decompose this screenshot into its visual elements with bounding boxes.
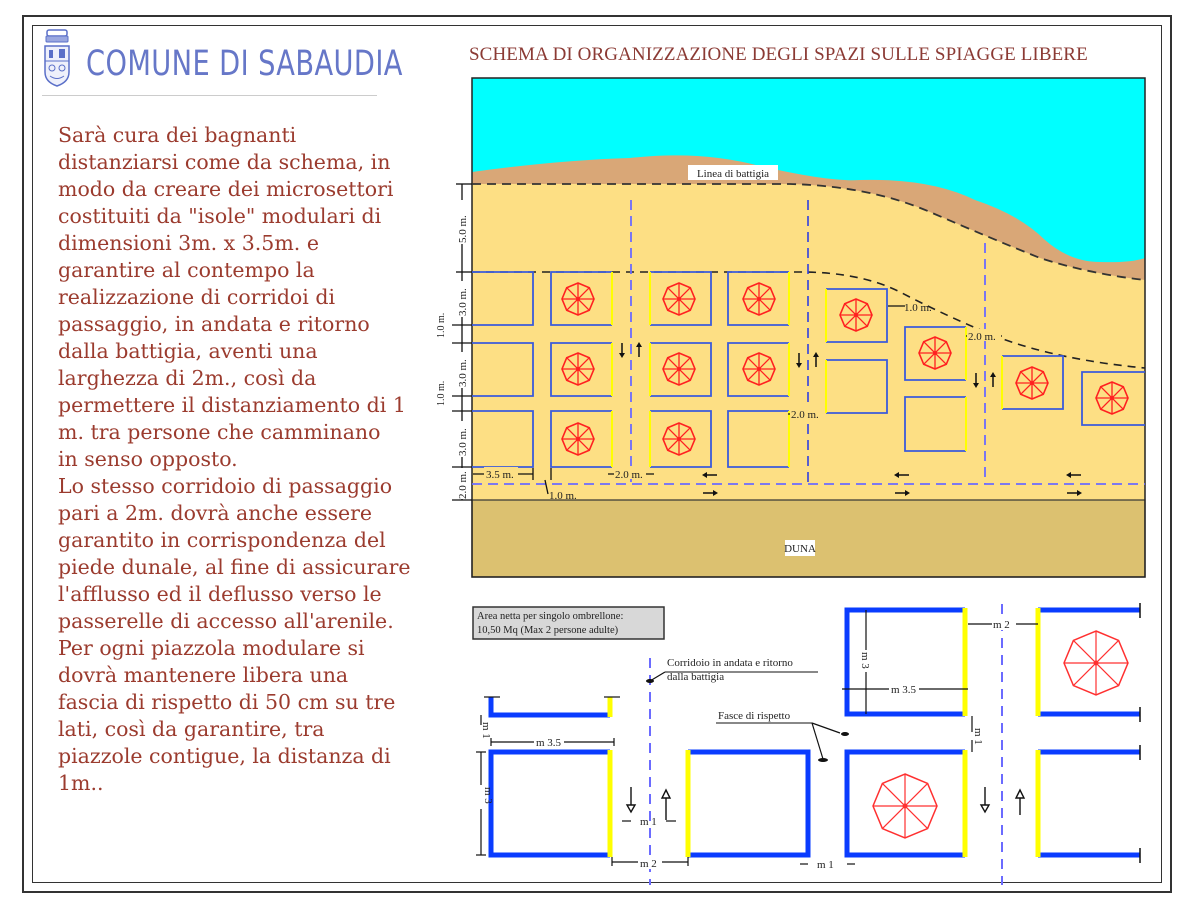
text-line: fascia di rispetto di 50 cm su tre [58,690,396,714]
text-line: costituiti da "isole" modulari di [58,204,382,228]
text-line: lati, così da garantire, tra [58,717,325,741]
text-line: passaggio, in andata e ritorno [58,312,370,336]
dim-corridor-bottom: m 2 [640,858,657,870]
dim-gap-bottom: m 1 [817,859,834,871]
text-line: pari a 2m. dovrà anche essere [58,501,373,525]
dim-gap-2: 1.0 m. [436,380,447,406]
text-line: in senso opposto. [58,447,238,471]
dim-gap-1: 1.0 m. [436,312,447,338]
dim-width-right: m 3.5 [891,684,917,696]
dim-gap-corridor: m 1 [640,816,657,828]
corridor-label-line1: Corridoio in andata e ritorno [667,657,793,669]
text-line: l'afflusso ed il deflusso verso le [58,582,382,606]
text-line: dovrà mantenere libera una [58,663,349,687]
dim-dune-corridor: 2.0 m. [457,471,469,499]
text-line: 1m.. [58,771,104,795]
umbrella-icon [873,774,937,838]
scheme-title: SCHEMA DI ORGANIZZAZIONE DEGLI SPAZI SULLE SPIAGGE LIBERE [469,44,1088,65]
dim-shore-gap: 5.0 m. [457,215,469,243]
text-line: garantito in corrispondenza del [58,528,386,552]
dim-row-3: 3.0 m. [457,428,469,456]
text-line: piazzole contigue, la distanza di [58,744,391,768]
dim-plot-width: 3.5 m. [486,469,514,481]
dim-row-1: 3.0 m. [457,288,469,316]
area-note-line1: Area netta per singolo ombrellone: [477,611,624,622]
dim-height-left: m 3 [482,787,494,804]
text-line: distanziarsi come da schema, in [58,150,391,174]
dim-width-left: m 3.5 [536,737,562,749]
text-line: m. tra persone che camminano [58,420,381,444]
logo-text: COMUNE DI SABAUDIA [86,44,403,84]
text-line: Lo stesso corridoio di passaggio [58,474,393,498]
text-line: dalla battigia, aventi una [58,339,318,363]
detail-dimension-labels [475,618,1016,871]
dim-gap-left: m 1 [480,722,492,739]
respect-label: Fasce di rispetto [718,710,791,722]
text-line: realizzazione di corridoi di [58,285,336,309]
text-line: Sarà cura dei bagnanti [58,123,297,147]
vertical-dimension-labels [436,200,469,499]
dim-plot-gap-right: 1.0 m. [904,302,932,314]
text-line: Per ogni piazzola modulare si [58,636,365,660]
shoreline-label: Linea di battigia [696,168,770,180]
area-note-line2: 10,50 Mq (Max 2 persone adulte) [477,625,619,636]
dim-corridor-top: m 2 [993,619,1010,631]
plan-view [436,78,1145,577]
text-line: dimensioni 3m. x 3.5m. e [58,231,319,255]
dim-height-right: m 3 [859,652,871,669]
dim-row-2: 3.0 m. [457,359,469,387]
detail-view [473,603,1140,885]
dune-area [472,500,1145,577]
text-line: larghezza di 2m., così da [58,366,317,390]
dim-gap-right: m 1 [972,728,984,745]
text-line: permettere il distanziamento di 1 [58,393,406,417]
text-line: piede dunale, al fine di assicurare [58,555,411,579]
dim-corridor-right: 2.0 m. [968,331,996,343]
dim-corridor-bottom: 2.0 m. [615,469,643,481]
umbrella-icon [1064,631,1128,695]
text-line: modo da creare dei microsettori [58,177,394,201]
corridor-label-line2: dalla battigia [667,671,725,683]
text-line: garantire al contempo la [58,258,315,282]
text-line: passerelle di accesso all'arenile. [58,609,394,633]
dim-plot-gap: 1.0 m. [549,490,577,502]
dune-label: DUNA [784,543,816,555]
dim-corridor-mid: 2.0 m. [791,409,819,421]
